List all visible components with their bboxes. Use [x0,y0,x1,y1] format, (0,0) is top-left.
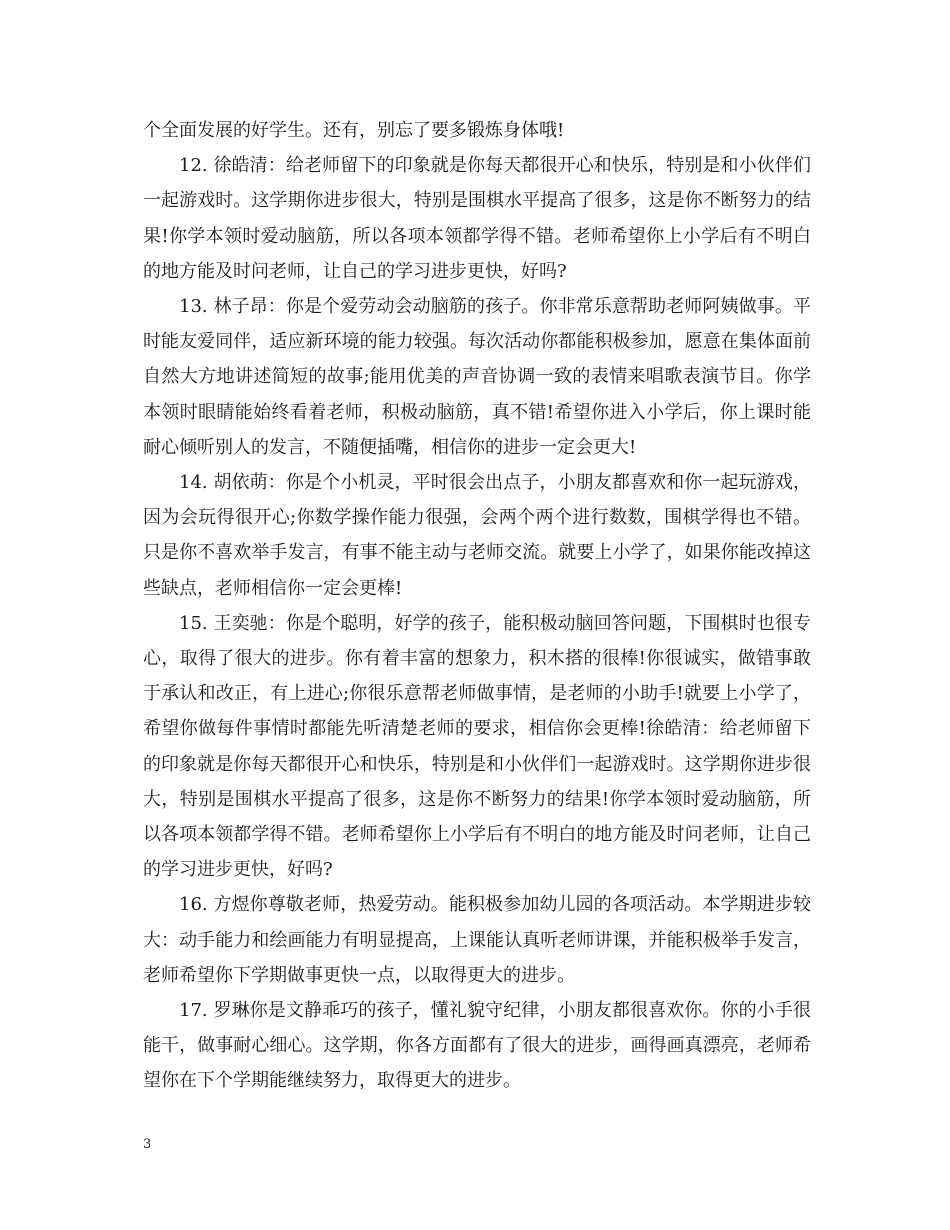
paragraph-item-12: 12. 徐皓清：给老师留下的印象就是你每天都很开心和快乐，特别是和小伙伴们一起游戏时。这学期你进步很大，特别是围棋水平提高了很多，这是你不断努力的结果!你学本领时爱动脑筋，所以各项本领都学得不错。老师希望你上小学后有不明白的地方能及时问老师，让自己的学习进步更快，好吗? [143,155,811,282]
paragraph-item-13: 13. 林子昂：你是个爱劳动会动脑筋的孩子。你非常乐意帮助老师阿姨做事。平时能友爱同伴，适应新环境的能力较强。每次活动你都能积极参加，愿意在集体面前自然大方地讲述简短的故事;能用优美的声音协调一致的表情来唱歌表演节目。你学本领时眼睛能始终看着老师，积极动脑筋，真不错!希望你进入小学后，你上课时能耐心倾听别人的发言，不随便插嘴，相信你的进步一定会更大! [143,296,811,458]
paragraph-continuation: 个全面发展的好学生。还有，别忘了要多锻炼身体哦! [143,120,565,141]
paragraph-item-16: 16. 方煜你尊敬老师，热爱劳动。能积极参加幼儿园的各项活动。本学期进步较大：动手能力和绘画能力有明显提高，上课能认真听老师讲课，并能积极举手发言，老师希望你下学期做事更快一点，以取得更大的进步。 [143,894,811,986]
page-number: 3 [143,1137,152,1152]
paragraph-item-17: 17. 罗琳你是文静乖巧的孩子，懂礼貌守纪律，小朋友都很喜欢你。你的小手很能干，做事耐心细心。这学期，你各方面都有了很大的进步，画得画真漂亮，老师希望你在下个学期能继续努力，取得更大的进步。 [143,1000,811,1092]
document-body [143,113,811,1099]
paragraph-item-14: 14. 胡依萌：你是个小机灵，平时很会出点子，小朋友都喜欢和你一起玩游戏，因为会玩得很开心;你数学操作能力很强，会两个两个进行数数，围棋学得也不错。只是你不喜欢举手发言，有事不能主动与老师交流。就要上小学了，如果你能改掉这些缺点，老师相信你一定会更棒! [143,472,811,599]
paragraph-item-15: 15. 王奕驰：你是个聪明，好学的孩子，能积极动脑回答问题，下围棋时也很专心，取得了很大的进步。你有着丰富的想象力，积木搭的很棒!你很诚实，做错事敢于承认和改正，有上进心;你很乐意帮老师做事情，是老师的小助手!就要上小学了，希望你做每件事情时都能先听清楚老师的要求，相信你会更棒!徐皓清：给老师留下的印象就是你每天都很开心和快乐，特别是和小伙伴们一起游戏时。这学期你进步很大，特别是围棋水平提高了很多，这是你不断努力的结果!你学本领时爱动脑筋，所以各项本领都学得不错。老师希望你上小学后有不明白的地方能及时问老师，让自己的学习进步更快，好吗? [143,612,811,881]
